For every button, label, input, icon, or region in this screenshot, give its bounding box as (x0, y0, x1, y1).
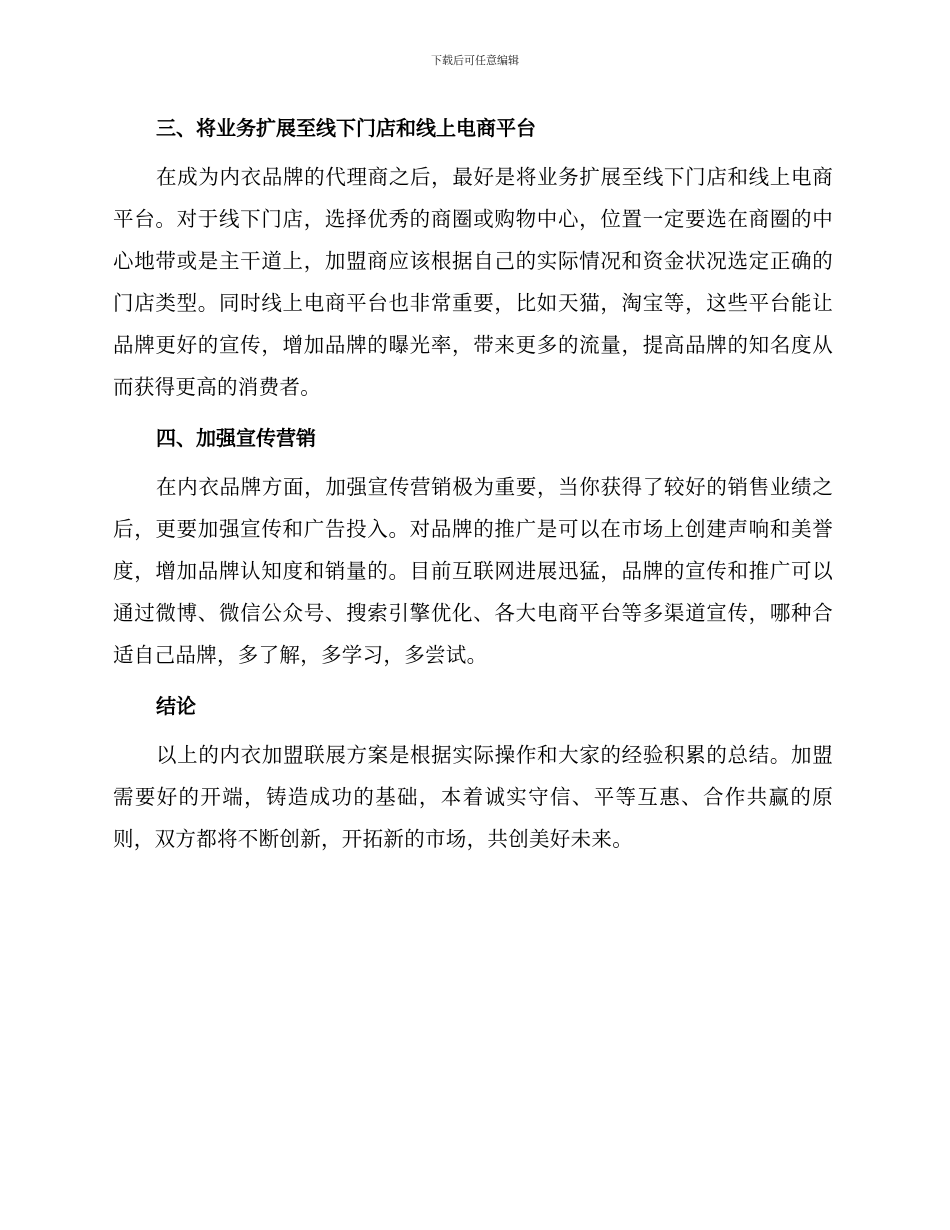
section-heading-4: 四、加强宣传营销 (156, 426, 316, 450)
section-heading-3: 三、将业务扩展至线下门店和线上电商平台 (156, 116, 536, 140)
section-paragraph-3: 在成为内衣品牌的代理商之后，最好是将业务扩展至线下门店和线上电商平台。对于线下门店，选择优秀的商圈或购物中心，位置一定要选在商圈的中心地带或是主干道上，加盟商应该根据自己的实际情况和资金状况选定正确的门店类型。同时线上电商平台也非常重要，比如天猫，淘宝等，这些平台能让品牌更好的宣传，增加品牌的曝光率，带来更多的流量，提高品牌的知名度从而获得更高的消费者。 (113, 165, 833, 399)
conclusion-heading: 结论 (156, 694, 196, 718)
conclusion-paragraph: 以上的内衣加盟联展方案是根据实际操作和大家的经验积累的总结。加盟需要好的开端，铸造成功的基础，本着诚实守信、平等互惠、合作共赢的原则，双方都将不断创新，开拓新的市场，共创美好未来。 (113, 743, 833, 851)
page-header: 下载后可任意编辑 (431, 54, 519, 67)
document-body (113, 110, 833, 860)
section-paragraph-4: 在内衣品牌方面，加强宣传营销极为重要，当你获得了较好的销售业绩之后，更要加强宣传和广告投入。对品牌的推广是可以在市场上创建声响和美誉度，增加品牌认知度和销量的。目前互联网进展迅猛，品牌的宣传和推广可以通过微博、微信公众号、搜索引擎优化、各大电商平台等多渠道宣传，哪种合适自己品牌，多了解，多学习，多尝试。 (113, 475, 833, 667)
